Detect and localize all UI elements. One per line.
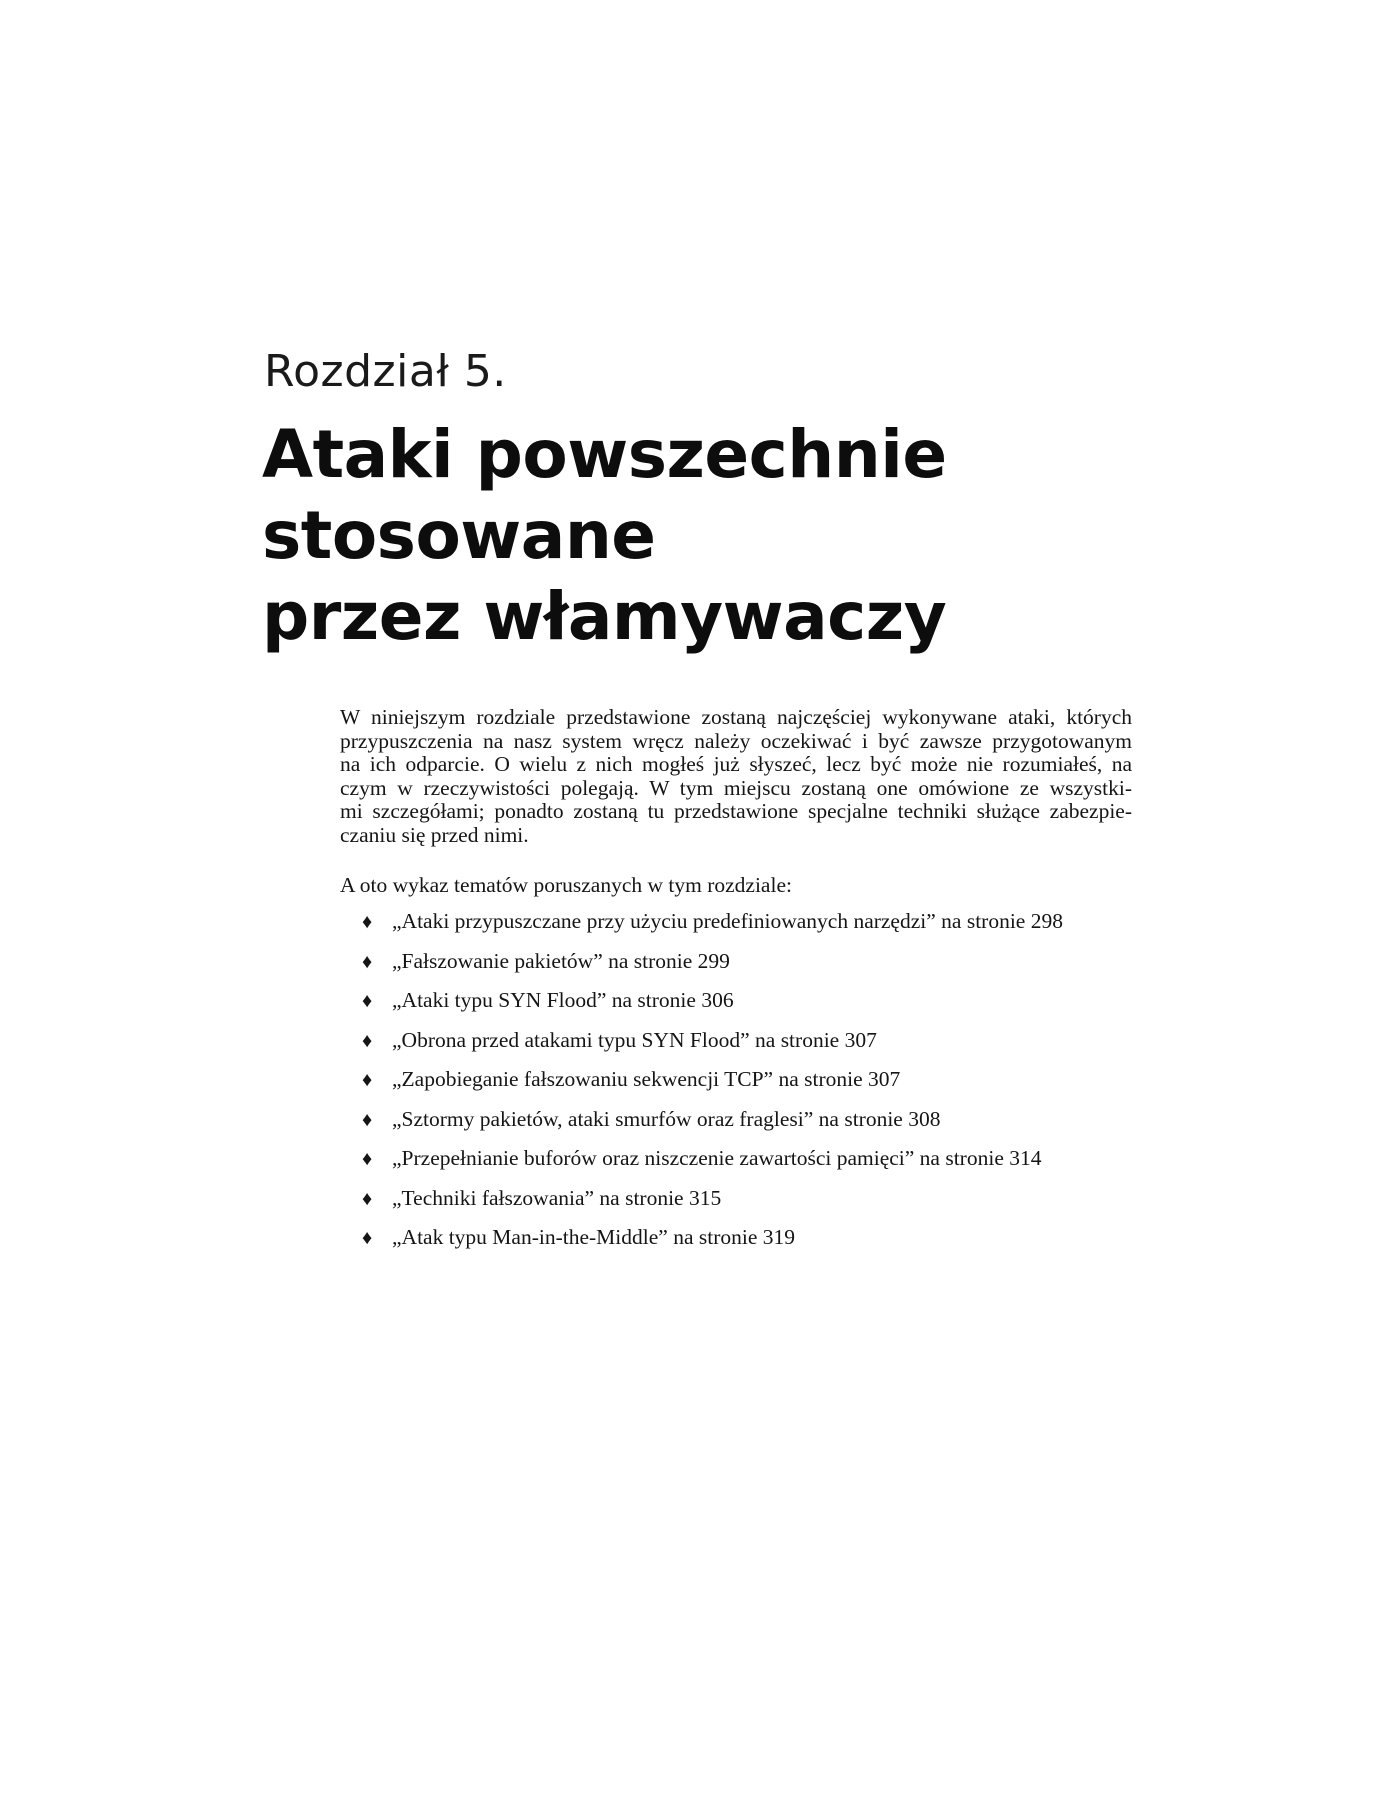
diamond-bullet-icon: ♦ xyxy=(362,950,373,973)
topic-text: „Ataki przypuszczane przy użyciu predefiniowanych narzędzi” na stronie 298 xyxy=(392,909,1063,934)
chapter-title-line: Ataki powszechnie xyxy=(262,416,947,493)
topic-text: „Obrona przed atakami typu SYN Flood” na stronie 307 xyxy=(392,1027,877,1052)
diamond-bullet-icon: ♦ xyxy=(362,1187,373,1210)
topic-item xyxy=(340,949,1132,989)
intro-paragraph xyxy=(340,706,1132,848)
intro-line: mi szczegółami; ponadto zostaną tu przedstawione specjalne techniki służące zabezpie- xyxy=(340,799,1132,824)
topic-item xyxy=(340,1146,1132,1186)
topic-item xyxy=(340,1067,1132,1107)
topic-item xyxy=(340,988,1132,1028)
diamond-bullet-icon: ♦ xyxy=(362,990,373,1013)
topic-text: „Fałszowanie pakietów” na stronie 299 xyxy=(392,948,730,973)
topics-list xyxy=(340,909,1132,1265)
topic-item xyxy=(340,1225,1132,1265)
chapter-body xyxy=(340,706,1132,1265)
topics-intro: A oto wykaz tematów poruszanych w tym rozdziale: xyxy=(340,872,792,897)
diamond-bullet-icon: ♦ xyxy=(362,1108,373,1131)
topic-item xyxy=(340,1028,1132,1068)
chapter-number: Rozdział 5. xyxy=(264,346,507,397)
topic-item xyxy=(340,1186,1132,1226)
diamond-bullet-icon: ♦ xyxy=(362,1227,373,1250)
chapter-title-line: przez włamywaczy xyxy=(262,578,947,655)
intro-line: czym w rzeczywistości polegają. W tym miejscu zostaną one omówione ze wszystki- xyxy=(340,775,1132,800)
intro-line: czaniu się przed nimi. xyxy=(340,822,529,847)
topic-text: „Zapobieganie fałszowaniu sekwencji TCP” na stronie 307 xyxy=(392,1067,901,1092)
chapter-title xyxy=(262,414,947,657)
topic-text: „Ataki typu SYN Flood” na stronie 306 xyxy=(392,988,734,1013)
intro-line: W niniejszym rozdziale przedstawione zostaną najczęściej wykonywane ataki, których xyxy=(340,705,1132,729)
topic-text: „Sztormy pakietów, ataki smurfów oraz fraglesi” na stronie 308 xyxy=(392,1106,941,1131)
topic-item xyxy=(340,909,1132,949)
diamond-bullet-icon: ♦ xyxy=(362,1029,373,1052)
diamond-bullet-icon: ♦ xyxy=(362,1148,373,1171)
topic-text: „Atak typu Man-in-the-Middle” na stronie 319 xyxy=(392,1225,796,1250)
diamond-bullet-icon: ♦ xyxy=(362,1069,373,1092)
intro-line: przypuszczenia na nasz system wręcz należy oczekiwać i być zawsze przygotowanym xyxy=(340,728,1132,753)
intro-line: na ich odparcie. O wielu z nich mogłeś już słyszeć, lecz być może nie rozumiałeś, na xyxy=(340,752,1132,777)
topic-text: „Techniki fałszowania” na stronie 315 xyxy=(392,1185,722,1210)
topic-item xyxy=(340,1107,1132,1147)
diamond-bullet-icon: ♦ xyxy=(362,911,373,934)
topic-text: „Przepełnianie buforów oraz niszczenie zawartości pamięci” na stronie 314 xyxy=(392,1146,1042,1171)
chapter-title-line: stosowane xyxy=(262,497,656,574)
